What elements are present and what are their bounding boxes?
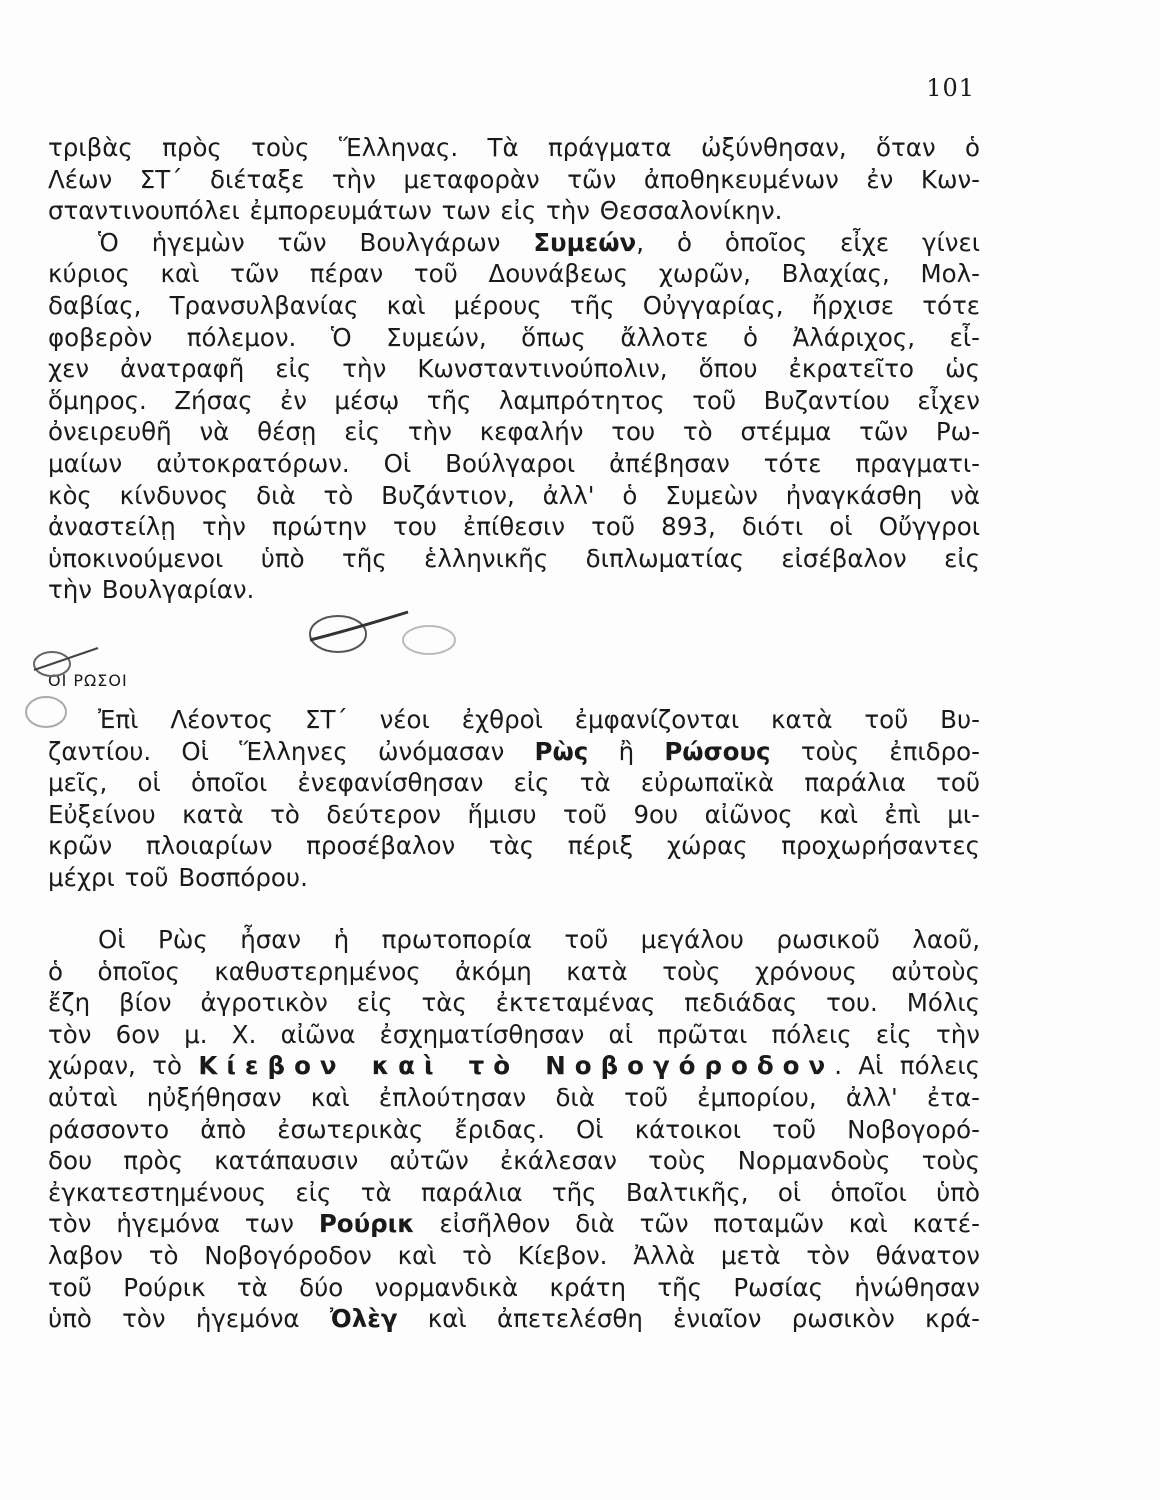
section-heading: ΟΙ ΡΩΣΟΙ [48,671,128,690]
text-line: ἐγκατεστημένους εἰς τὰ παράλια τῆς Βαλτικῆς, οἱ ὁποῖοι ὑπὸ [48,1177,980,1207]
term-ros: Ρὼς [534,736,589,766]
text-line: Ἐπὶ Λέοντος ΣΤ΄ νέοι ἐχθροὶ ἐμφανίζονται κατὰ τοῦ Βυ- [98,705,980,734]
text-run: ἢ [588,736,665,766]
text-line: ἔζη βίον ἀγροτικὸν εἰς τὰς ἐκτεταμένας πεδιάδας του. Μόλις [48,988,980,1018]
text-line: μαίων αὐτοκρατόρων. Οἱ Βούλγαροι ἀπέβησαν τότε πραγματι- [48,448,980,478]
text-line: ράσσοντο ἀπὸ ἐσωτερικὰς ἔριδας. Οἱ κάτοικοι τοῦ Νοβογορό- [48,1114,980,1144]
pencil-scribble-icon [28,640,108,680]
text-line: Εὐξείνου κατὰ τὸ δεύτερον ἥμισυ τοῦ 9ου αἰῶνος καὶ ἐπὶ μι- [48,799,980,829]
text-line: ὀνειρευθῆ νὰ θέσῃ εἰς τὴν κεφαλήν του τὸ στέμμα τῶν Ρω- [48,417,980,447]
text-line: τὴν Βουλγαρίαν. [48,575,255,605]
text-line: ἀναστείλῃ τὴν πρώτην του ἐπίθεσιν τοῦ 893, διότι οἱ Οὔγγροι [48,512,980,542]
text-line: κρῶν πλοιαρίων προσέβαλον τὰς πέριξ χώρας προχωρήσαντες [48,831,980,861]
text-run: καὶ ἀπετελέσθη ἑνιαῖον ρωσικὸν κρά- [397,1304,981,1334]
page-number: 101 [926,74,975,102]
text-line [48,736,980,768]
text-line: Οἱ Ρὼς ἦσαν ἡ πρωτοπορία τοῦ μεγάλου ρωσικοῦ λαοῦ, [98,925,980,954]
text-line [48,1050,980,1082]
text-block-rus-origins [48,924,980,1335]
pencil-scribble-icon [18,690,78,734]
text-line: τριβὰς πρὸς τοὺς Ἕλληνας. Τὰ πράγματα ὠξύνθησαν, ὅταν ὁ [48,133,980,162]
text-line: δου πρὸς κατάπαυσιν αὐτῶν ἐκάλεσαν τοὺς Νορμανδοὺς τοὺς [48,1146,980,1176]
pencil-scribble-icon [395,618,465,662]
text-line: δαβίας, Τρανσυλβανίας καὶ μέρους τῆς Οὐγγαρίας, ἤρχισε τότε [48,290,980,320]
name-oleg: Ὀλὲγ [329,1304,398,1334]
text-line: κὸς κίνδυνος διὰ τὸ Βυζάντιον, ἀλλ' ὁ Συμεὼν ἠναγκάσθη νὰ [48,480,980,510]
name-symeon: Συμεών [533,227,637,257]
text-line: μεῖς, οἱ ὁποῖοι ἐνεφανίσθησαν εἰς τὰ εὐρωπαϊκὰ παράλια τοῦ [48,768,980,798]
text-line [48,1208,980,1240]
text-line: τὸν 6ον μ. Χ. αἰῶνα ἐσχηματίσθησαν αἱ πρῶται πόλεις εἰς τὴν [48,1019,980,1049]
text-block-rus-raids [48,704,980,894]
text-line [48,227,980,259]
text-run: Ὁ ἡγεμὼν τῶν Βουλγάρων [98,227,534,257]
text-line: φοβερὸν πόλεμον. Ὁ Συμεών, ὅπως ἄλλοτε ὁ Ἀλάριχος, εἶ- [48,322,980,352]
text-line: Λέων ΣΤ΄ διέταξε τὴν μεταφορὰν τῶν ἀποθηκευμένων ἐν Κων- [48,164,980,194]
text-line: σταντινουπόλει ἐμπορευμάτων των εἰς τὴν Θεσσαλονίκην. [48,196,783,226]
text-run: , ὁ ὁποῖος εἶχε γίνει [636,227,980,257]
text-block-bulgarians [48,132,980,606]
text-run: τοὺς ἐπιδρο- [770,736,981,766]
term-rosous: Ρώσους [664,736,771,766]
text-line [48,1303,980,1335]
text-run: . Αἱ πόλεις [834,1051,980,1081]
text-run: ὑπὸ τὸν ἡγεμόνα [48,1304,330,1334]
text-line: μέχρι τοῦ Βοσπόρου. [48,862,308,892]
text-line: ὑποκινούμενοι ὑπὸ τῆς ἑλληνικῆς διπλωματίας εἰσέβαλον εἰς [48,543,980,573]
text-line: κύριος καὶ τῶν πέραν τοῦ Δουνάβεως χωρῶν, Βλαχίας, Μολ- [48,259,980,289]
text-line: λαβον τὸ Νοβογόροδον καὶ τὸ Κίεβον. Ἀλλὰ μετὰ τὸν θάνατον [48,1240,980,1270]
text-line: αὐταὶ ηὐξήθησαν καὶ ἐπλούτησαν διὰ τοῦ ἐμπορίου, ἀλλ' ἐτα- [48,1082,980,1112]
name-rurik: Ρούρικ [318,1209,415,1239]
text-line: ὅμηρος. Ζήσας ἐν μέσῳ τῆς λαμπρότητος τοῦ Βυζαντίου εἶχεν [48,385,980,415]
cities-kiev-novgorod: Κίεβον καὶ τὸ Νοβογόροδον [198,1051,835,1081]
text-run: ζαντίου. Οἱ Ἕλληνες ὠνόμασαν [48,736,535,766]
text-line: χεν ἀνατραφῆ εἰς τὴν Κωνσταντινούπολιν, ὅπου ἐκρατεῖτο ὡς [48,354,980,384]
text-run: χώραν, τὸ [48,1051,199,1081]
text-run: εἰσῆλθον διὰ τῶν ποταμῶν καὶ κατέ- [414,1209,980,1239]
text-line: ὁ ὁποῖος καθυστερημένος ἀκόμη κατὰ τοὺς χρόνους αὐτοὺς [48,956,980,986]
text-line: τοῦ Ρούρικ τὰ δύο νορμανδικὰ κράτη τῆς Ρωσίας ἡνώθησαν [48,1272,980,1302]
text-run: τὸν ἡγεμόνα των [48,1209,319,1239]
